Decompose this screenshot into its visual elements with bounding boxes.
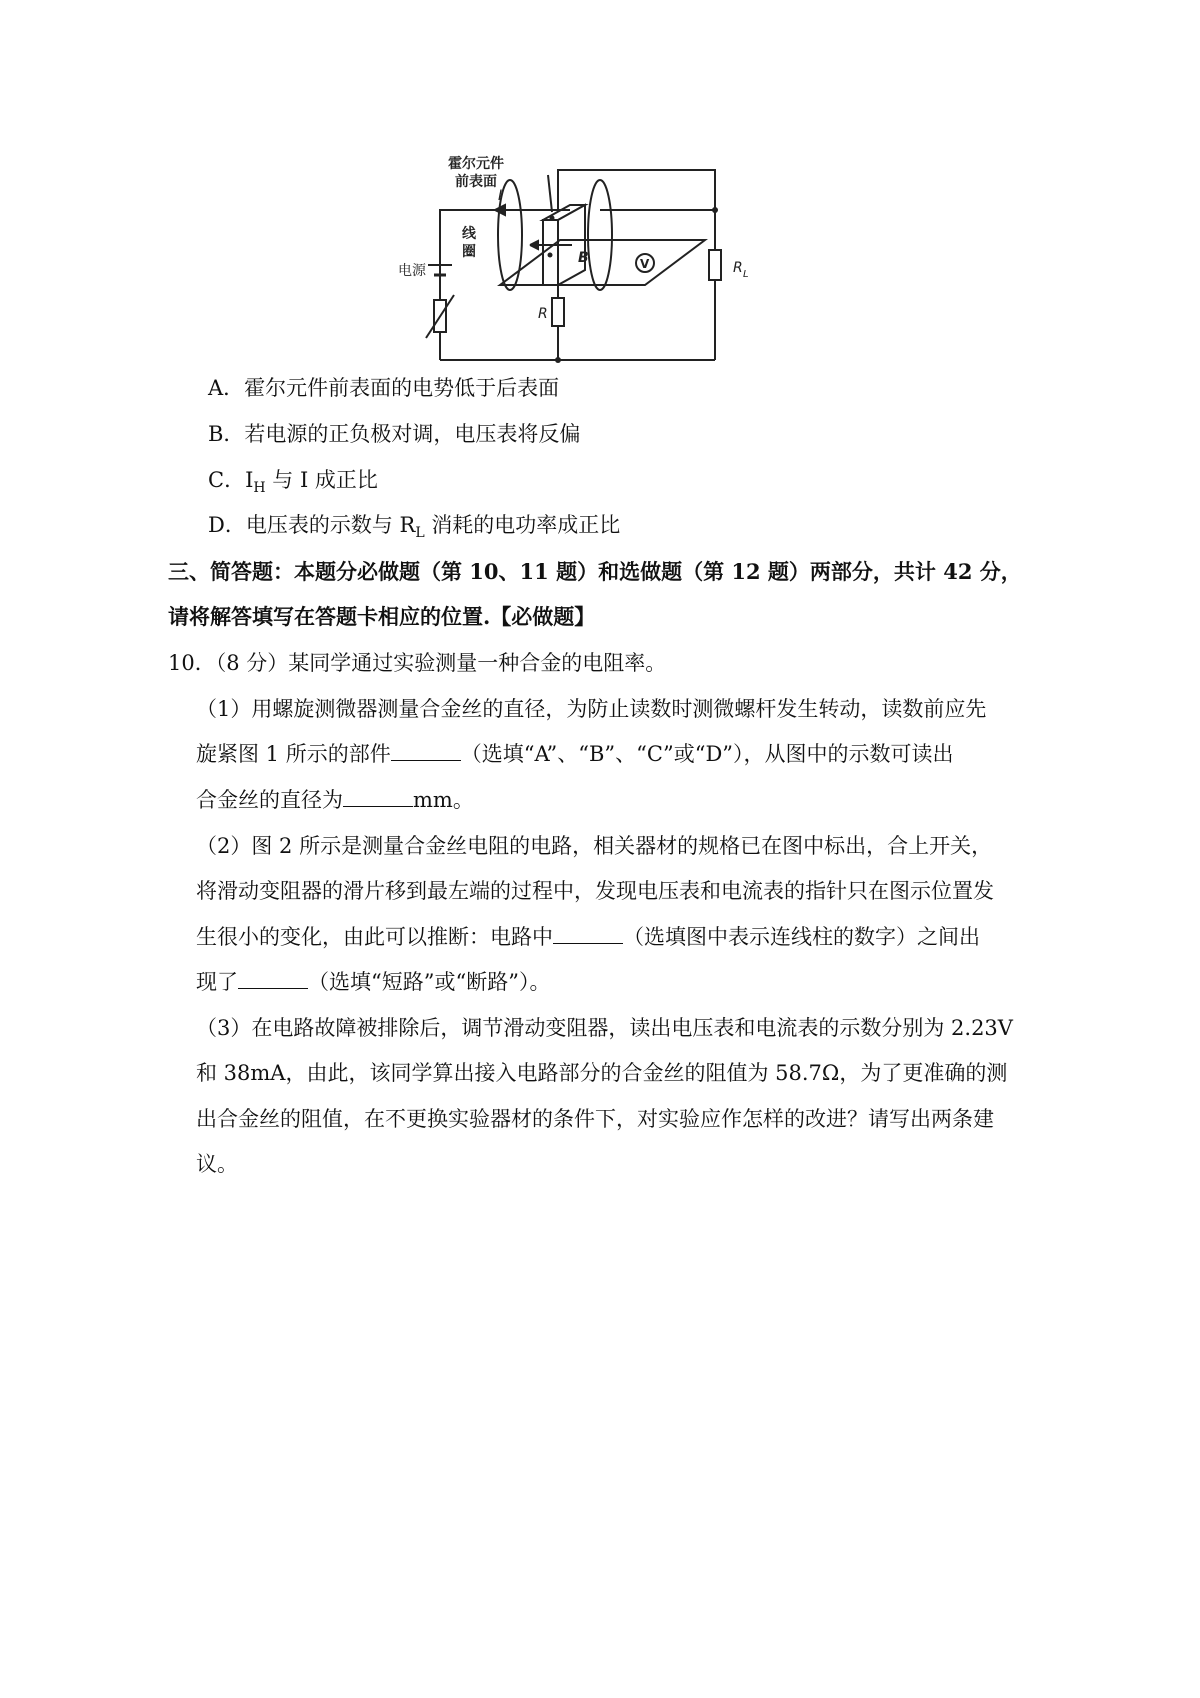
label-current-i: I <box>498 188 503 204</box>
label-r: R <box>538 306 548 322</box>
q10-part2-text-c: 现了 <box>196 970 238 994</box>
option-c <box>208 465 378 503</box>
q10-part3-line1: （3）在电路故障被排除后，调节滑动变阻器，读出电压表和电流表的示数分别为 2.23V <box>196 1016 1013 1040</box>
q10-part2-line1: （2）图 2 所示是测量合金丝电阻的电路，相关器材的规格已在图中标出，合上开关， <box>196 834 993 858</box>
hall-circuit-diagram <box>200 150 749 395</box>
answer-blank-fault <box>238 968 308 989</box>
q10-part1-text-a: 旋紧图 1 所示的部件 <box>196 742 391 766</box>
q10-part3-line4: 议。 <box>196 1152 238 1176</box>
q10-part1-line1: （1）用螺旋测微器测量合金丝的直径，为防止读数时测微螺杆发生转动，读数前应先 <box>196 697 987 721</box>
label-rl: R <box>733 260 743 276</box>
q10-part3-line3: 出合金丝的阻值，在不更换实验器材的条件下，对实验应作怎样的改进？请写出两条建 <box>196 1107 994 1131</box>
q10-part2-line4 <box>196 967 550 997</box>
q10-part2-line2: 将滑动变阻器的滑片移到最左端的过程中，发现电压表和电流表的指针只在图示位置发 <box>196 879 994 903</box>
label-coil-1: 线 <box>462 226 476 242</box>
label-front-surface: 前表面 <box>455 174 497 190</box>
label-hall-element: 霍尔元件 <box>448 156 504 172</box>
label-rl-sub: L <box>743 269 749 280</box>
hall-element-front <box>543 220 558 285</box>
coil-right <box>588 180 612 290</box>
label-voltmeter: V <box>640 257 650 271</box>
option-d-prefix: D．电压表的示数与 R <box>208 513 416 537</box>
question-10-head: 10．（8 分）某同学通过实验测量一种合金的电阻率。 <box>168 651 667 675</box>
hall-circuit-figure <box>200 150 749 395</box>
option-d-suffix: 消耗的电功率成正比 <box>431 513 621 537</box>
resistor-r <box>552 298 564 326</box>
label-coil-2: 圈 <box>462 244 476 260</box>
answer-blank-terminals <box>553 923 623 944</box>
q10-part1-line2 <box>196 739 954 769</box>
option-d-sub: L <box>415 525 425 541</box>
label-pointer <box>548 175 552 212</box>
option-c-prefix: C．I <box>208 468 254 492</box>
q10-part1-line3 <box>196 785 474 815</box>
label-power-source: 电源 <box>398 263 426 279</box>
option-b: B．若电源的正负极对调，电压表将反偏 <box>208 422 581 446</box>
option-d <box>208 510 620 548</box>
label-b-field: B <box>578 250 589 266</box>
plane <box>500 240 705 285</box>
option-a: A．霍尔元件前表面的电势低于后表面 <box>208 376 560 400</box>
q10-part1-text-b: （选填“A”、“B”、“C”或“D”），从图中的示数可读出 <box>460 742 954 766</box>
section-3-heading-line1: 三、简答题：本题分必做题（第 10、11 题）和选做题（第 12 题）两部分，共计 42 分， <box>168 559 1022 584</box>
q10-part2-text-a: 生很小的变化，由此可以推断：电路中 <box>196 925 553 949</box>
option-c-suffix: 与 I 成正比 <box>272 468 378 492</box>
q10-part2-line3 <box>196 922 980 952</box>
option-c-sub: H <box>253 480 266 496</box>
q10-part2-text-d: （选填“短路”或“断路”）。 <box>308 970 551 994</box>
q10-part1-text-c: 合金丝的直径为 <box>196 788 343 812</box>
resistor-rl <box>709 250 721 280</box>
answer-blank-diameter <box>343 786 413 807</box>
b-arrow-head <box>530 241 538 249</box>
q10-part3-line2: 和 38mA，由此，该同学算出接入电路部分的合金丝的阻值为 58.7Ω，为了更准确的测 <box>196 1061 1008 1085</box>
current-arrow <box>495 205 505 215</box>
q10-part1-unit: mm。 <box>413 788 474 812</box>
answer-blank-component <box>391 740 461 761</box>
section-3-heading-line2: 请将解答填写在答题卡相应的位置.【必做题】 <box>168 604 596 629</box>
q10-part2-text-b: （选填图中表示连线柱的数字）之间出 <box>623 925 980 949</box>
